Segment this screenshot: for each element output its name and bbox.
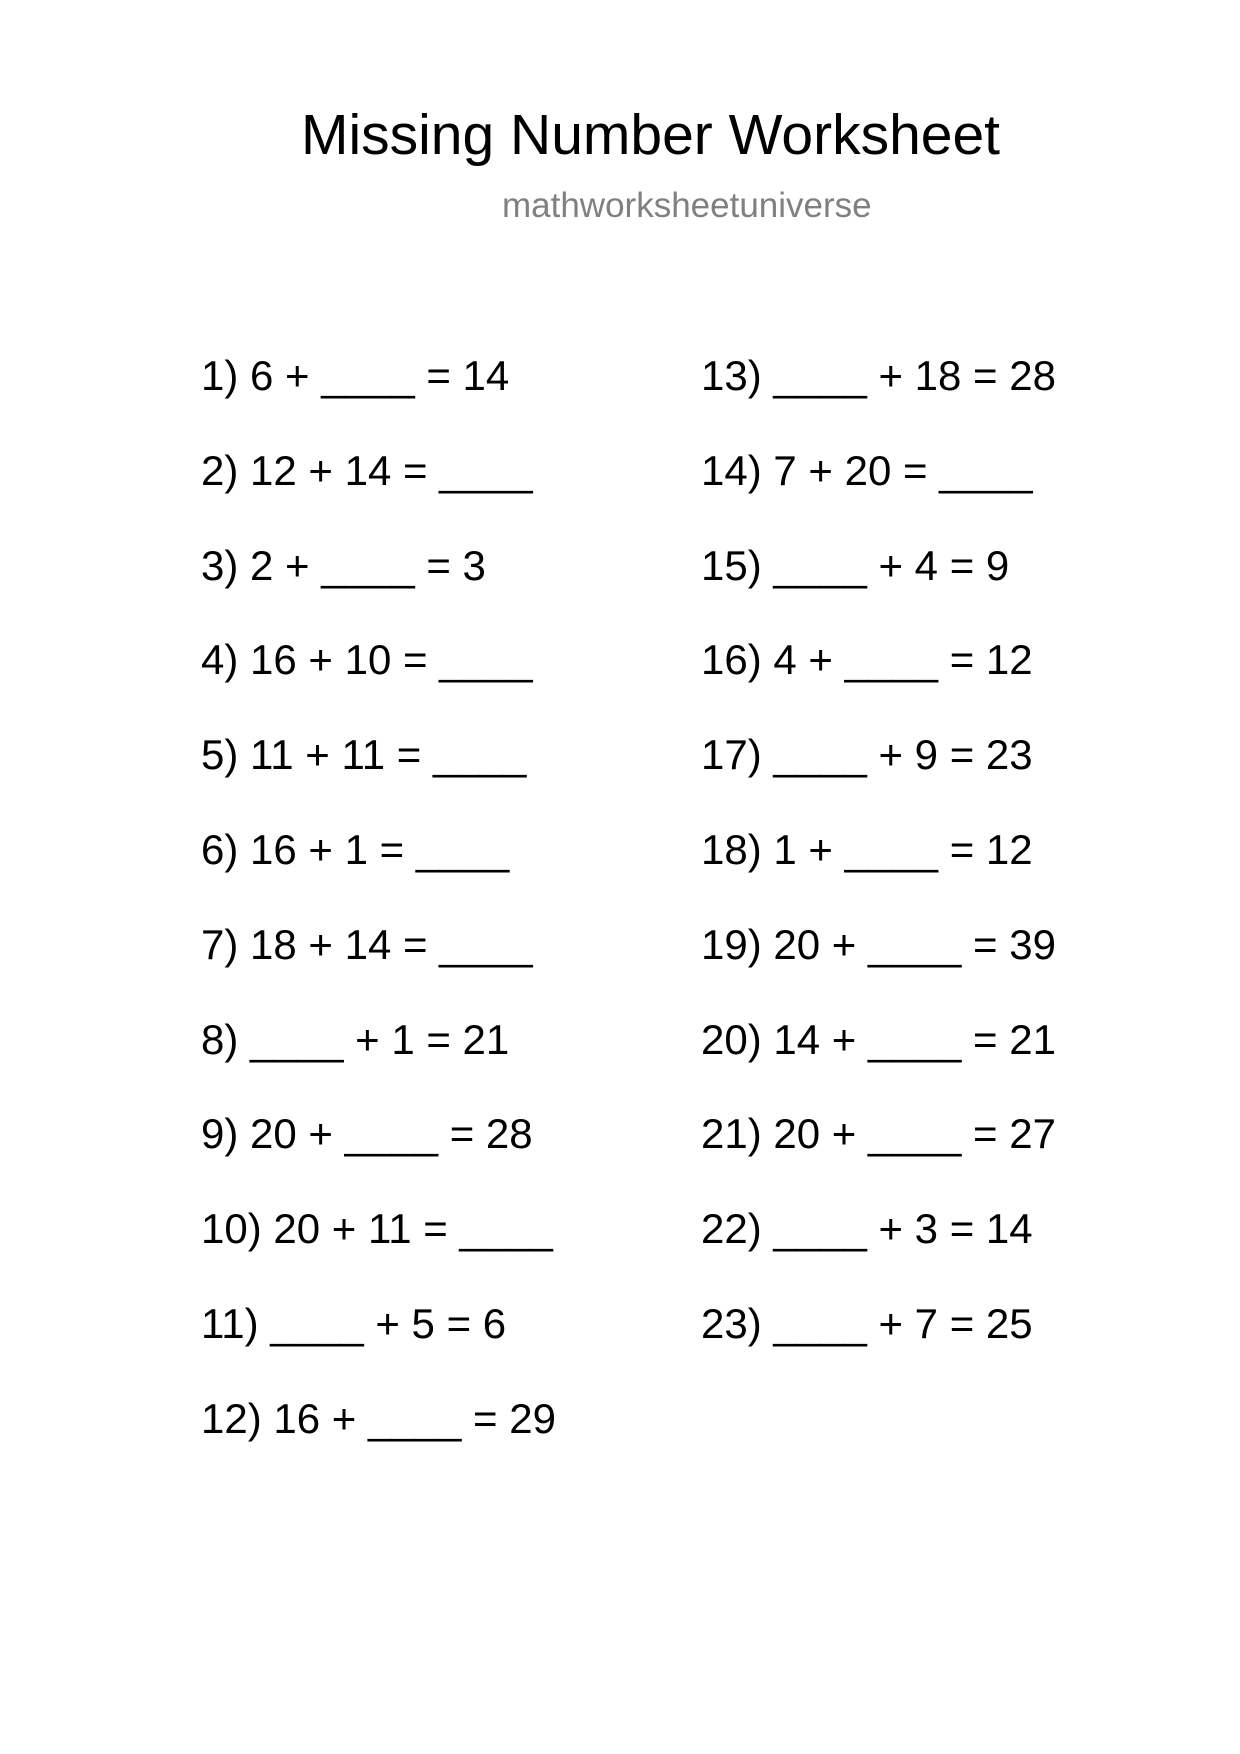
problem-13: 13) ____ + 18 = 28 [701, 352, 1056, 399]
worksheet-source: mathworksheetuniverse [502, 186, 872, 225]
problem-1: 1) 6 + ____ = 14 [201, 352, 510, 399]
worksheet-title: Missing Number Worksheet [301, 103, 1001, 167]
problem-2: 2) 12 + 14 = ____ [201, 446, 533, 494]
problem-19: 19) 20 + ____ = 39 [701, 920, 1056, 968]
problem-20: 20) 14 + ____ = 21 [701, 1015, 1056, 1063]
problem-15: 15) ____ + 4 = 9 [701, 541, 1010, 589]
problem-5: 5) 11 + 11 = ____ [201, 731, 527, 779]
problem-4: 4) 16 + 10 = ____ [201, 636, 533, 684]
problem-7: 7) 18 + 14 = ____ [201, 920, 533, 968]
problem-column-right [701, 352, 1056, 1395]
problem-17: 17) ____ + 9 = 23 [701, 731, 1033, 779]
problem-12: 12) 16 + ____ = 29 [201, 1394, 556, 1442]
problem-9: 9) 20 + ____ = 28 [201, 1110, 533, 1158]
problem-22: 22) ____ + 3 = 14 [701, 1205, 1033, 1253]
problem-3: 3) 2 + ____ = 3 [201, 541, 486, 589]
problem-11: 11) ____ + 5 = 6 [201, 1299, 507, 1347]
problem-18: 18) 1 + ____ = 12 [701, 825, 1033, 873]
problem-23: 23) ____ + 7 = 25 [701, 1299, 1033, 1347]
problem-21: 21) 20 + ____ = 27 [701, 1110, 1056, 1158]
problem-8: 8) ____ + 1 = 21 [201, 1015, 510, 1063]
problem-16: 16) 4 + ____ = 12 [701, 636, 1033, 684]
problem-column-left [201, 352, 556, 1490]
problem-14: 14) 7 + 20 = ____ [701, 446, 1033, 494]
problem-6: 6) 16 + 1 = ____ [201, 825, 510, 873]
problem-10: 10) 20 + 11 = ____ [201, 1205, 553, 1253]
